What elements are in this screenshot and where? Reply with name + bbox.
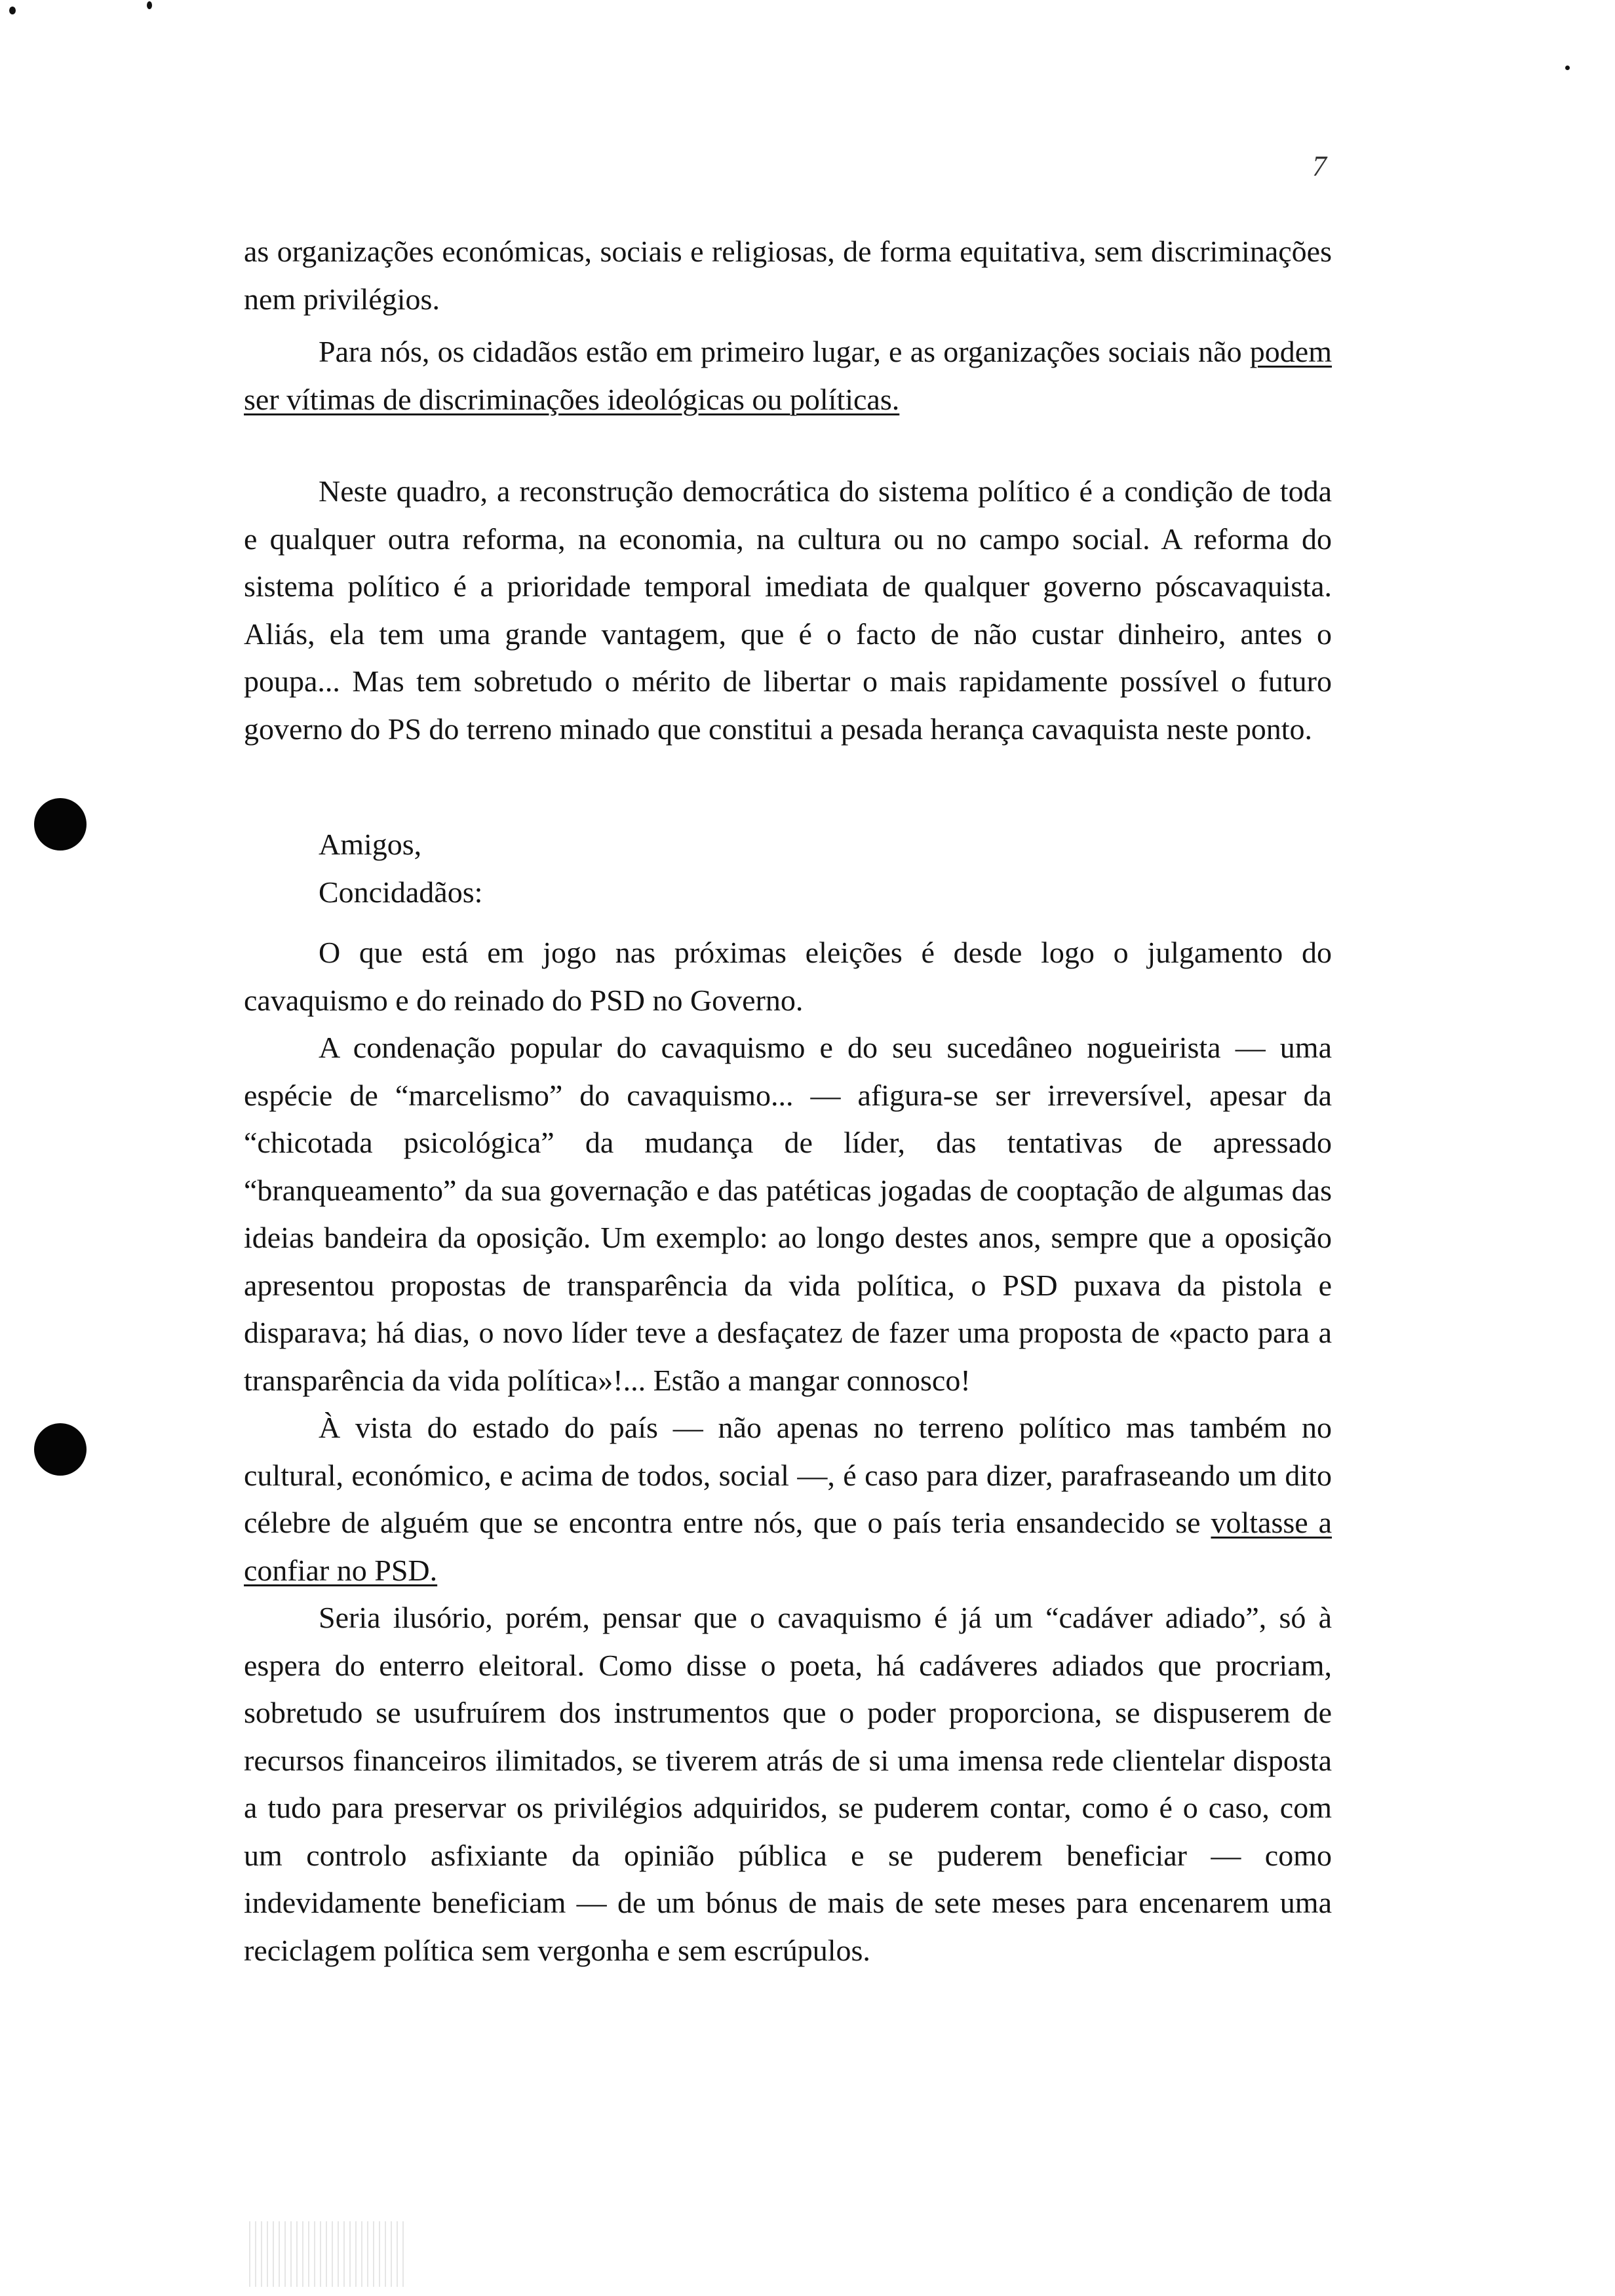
scan-speck — [9, 7, 16, 14]
paragraph: Seria ilusório, porém, pensar que o cavaquismo é já um “cadáver adiado”, só à espera do enterro eleitoral. Como disse o poeta, há cadáveres adiados que procriam, sobretudo se usufruírem dos instrumentos que o poder proporciona, se dispuserem de recursos financeiros ilimitados, se tiverem atrás de si uma imensa rede clientelar disposta a tudo para preservar os privilégios adquiridos, se puderem contar, como é o caso, com um controlo asfixiante da opinião pública e se puderem beneficiar — como indevidamente beneficiam — de um bónus de mais de sete meses para encenarem uma reciclagem política sem vergonha e sem escrúpulos. — [244, 1601, 1332, 1967]
paragraph — [244, 1404, 1332, 1594]
paragraph-text: À vista do estado do país — não apenas no terreno político mas também no cultural, económico, e acima de todos, social —, é caso para dizer, parafraseando um dito célebre de alguém que se encontra entre nós, que o país teria ensandecido se — [244, 1411, 1332, 1539]
paragraph — [244, 328, 1332, 423]
punch-hole — [34, 1423, 87, 1476]
paragraph: as organizações económicas, sociais e religiosas, de forma equitativa, sem discriminações nem privilégios. — [244, 235, 1332, 316]
underlined-text: podem ser vítimas de discriminações ideológicas ou políticas. — [244, 335, 1332, 416]
paragraph: O que está em jogo nas próximas eleições é desde logo o julgamento do cavaquismo e do reinado do PSD no Governo. — [244, 936, 1332, 1017]
underlined-text: voltasse a confiar no PSD. — [244, 1506, 1332, 1587]
paragraph: Neste quadro, a reconstrução democrática do sistema político é a condição de toda e qualquer outra reforma, na economia, na cultura ou no campo social. A reforma do sistema político é a prioridade temporal imediata de qualquer governo póscavaquista. Aliás, ela tem uma grande vantagem, que é o facto de não custar dinheiro, antes o poupa... Mas tem sobretudo o mérito de libertar o mais rapidamente possível o futuro governo do PS do terreno minado que constitui a pesada herança cavaquista neste ponto. — [244, 474, 1332, 746]
body-text — [244, 228, 1332, 1974]
scan-noise — [249, 2221, 406, 2287]
paragraph-text: Para nós, os cidadãos estão em primeiro lugar, e as organizações sociais não — [319, 335, 1250, 368]
scan-speck — [147, 1, 152, 9]
punch-hole — [34, 798, 87, 851]
paragraph: A condenação popular do cavaquismo e do seu sucedâneo nogueirista — uma espécie de “marcelismo” do cavaquismo... — afigura-se ser irreversível, apesar da “chicotada psicológica” da mudança de líder, das tentativas de apressado “branqueamento” da sua governação e das patéticas jogadas de cooptação de algumas das ideias bandeira da oposição. Um exemplo: ao longo destes anos, sempre que a oposição apresentou propostas de transparência da vida política, o PSD puxava da pistola e disparava; há dias, o novo líder teve a desfaçatez de fazer uma proposta de «pacto para a transparência da vida política»!... Estão a mangar connosco! — [244, 1031, 1332, 1397]
scan-speck — [1565, 66, 1570, 70]
page-number: 7 — [1312, 150, 1327, 182]
salutation: Concidadãos: — [319, 875, 483, 909]
salutation: Amigos, — [319, 828, 422, 861]
